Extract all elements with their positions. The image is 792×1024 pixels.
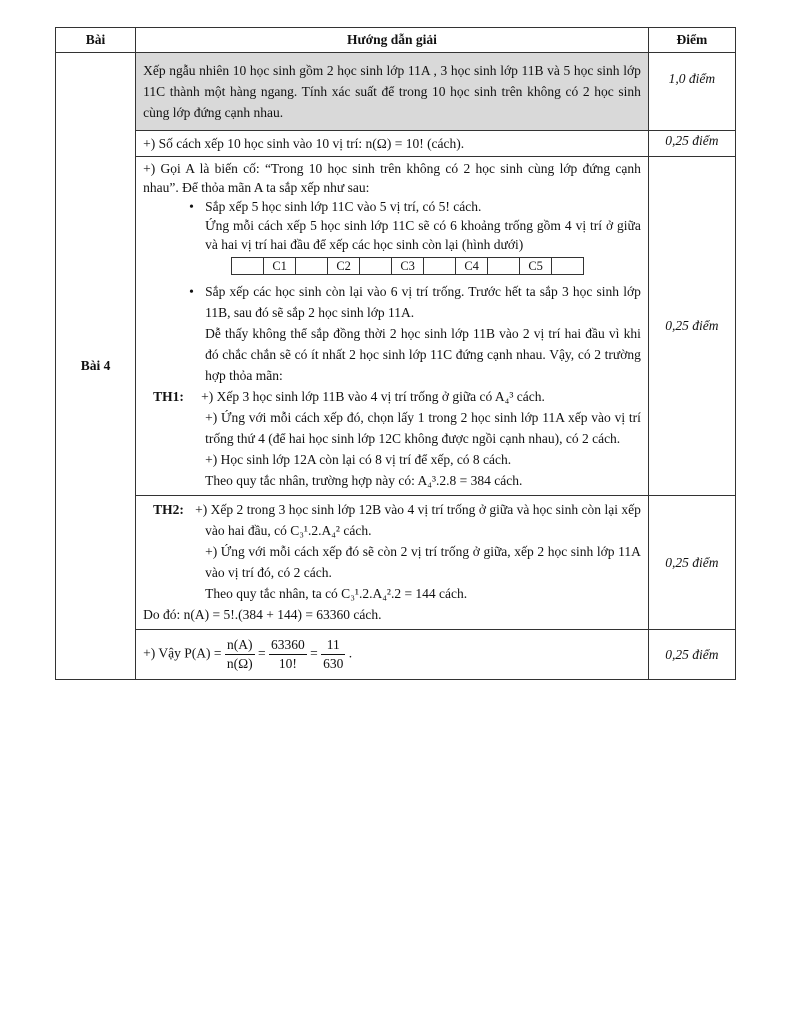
solution-sheet xyxy=(55,27,736,680)
probability-prefix: +) Vậy P(A) = xyxy=(143,645,222,661)
fraction-values xyxy=(269,636,307,673)
event-intro: +) Gọi A là biến cố: “Trong 10 học sinh trên không có 2 học sinh cùng lớp đứng cạnh nhau”. Để thỏa mãn A ta sắp xếp như sau: xyxy=(143,161,641,195)
slot-box xyxy=(296,257,328,275)
slot-box xyxy=(552,257,584,275)
fraction-numerator: 63360 xyxy=(269,636,307,655)
fraction-definition xyxy=(225,636,255,673)
slot-box xyxy=(231,257,264,275)
event-arrangement-score: 0,25 điểm xyxy=(648,157,735,496)
slot-box: C4 xyxy=(456,257,488,275)
slot-box xyxy=(488,257,520,275)
slot-diagram xyxy=(231,257,641,275)
row-probability xyxy=(56,630,736,680)
bullet1-line-a: Sắp xếp 5 học sinh lớp 11C vào 5 vị trí, có 5! cách. xyxy=(205,199,482,214)
problem-row xyxy=(56,53,736,131)
sample-space-score: 0,25 điểm xyxy=(648,131,735,157)
bullet-dot: • xyxy=(189,284,194,299)
th1-line-c: +) Học sinh lớp 12A còn lại có 8 vị trí để xếp, có 8 cách. xyxy=(205,452,512,467)
fraction-denominator: 10! xyxy=(278,656,297,671)
th2-line-b: +) Ứng với mỗi cách xếp đó sẽ còn 2 vị trí trống ở giữa, xếp 2 học sinh lớp 11A vào vị trí đó, có 2 cách. xyxy=(205,544,641,580)
slot-box xyxy=(424,257,456,275)
th1-line-d: Theo quy tắc nhân, trường hợp này có: A₄³.2.8 = 384 cách. xyxy=(205,473,523,488)
fraction-denominator: n(Ω) xyxy=(226,656,253,671)
th1-line-b: +) Ứng với mỗi cách xếp đó, chọn lấy 1 trong 2 học sinh lớp 11A xếp vào vị trí trống thứ 4 (để hai học sinh lớp 12C không được ngồi cạnh nhau), có 2 cách. xyxy=(205,410,641,446)
case-two-score: 0,25 điểm xyxy=(648,496,735,630)
slot-box: C1 xyxy=(264,257,296,275)
fraction-result xyxy=(321,636,345,673)
solution-table xyxy=(55,27,736,680)
slot-box: C5 xyxy=(520,257,552,275)
sample-space-text: +) Số cách xếp 10 học sinh vào 10 vị trí: n(Ω) = 10! (cách). xyxy=(136,131,649,157)
equals-sign: = xyxy=(257,645,266,661)
problem-score: 1,0 điểm xyxy=(648,53,735,131)
row-event-arrangement xyxy=(56,157,736,496)
header-diem: Điểm xyxy=(648,28,735,53)
bullet1-line-b: Ứng mỗi cách xếp 5 học sinh lớp 11C sẽ có 6 khoảng trống gồm 4 vị trí ở giữa và hai vị trí hai đầu để xếp các học sinh còn lại (hình dưới) xyxy=(205,218,641,252)
row-case-two xyxy=(56,496,736,630)
th2-label: TH2: xyxy=(153,502,184,517)
th1-a-text: +) Xếp 3 học sinh lớp 11B vào 4 vị trí trống ở giữa có A₄³ cách. xyxy=(201,389,545,404)
header-row xyxy=(56,28,736,53)
th2-line-a xyxy=(143,499,641,541)
fraction-numerator: 11 xyxy=(321,636,345,655)
probability-score: 0,25 điểm xyxy=(648,630,735,680)
equals-sign: = xyxy=(310,645,318,661)
th1-line-a xyxy=(143,386,641,407)
header-huong-dan: Hướng dẫn giải xyxy=(136,28,649,53)
row-sample-space xyxy=(56,131,736,157)
observation-text: Dễ thấy không thể sắp đồng thời 2 học sinh lớp 11B vào 2 vị trí hai đầu vì khi đó chắc chắn sẽ có ít nhất 2 học sinh lớp 11C đứng cạnh nhau. Vậy, có 2 trường hợp thỏa mãn: xyxy=(205,326,641,383)
th2-a-text: +) Xếp 2 trong 3 học sinh lớp 12B vào 4 vị trí trống ở giữa và học sinh còn lại xếp vào hai đầu, có C₃¹.2.A₄² cách. xyxy=(195,502,641,538)
probability-suffix: . xyxy=(348,645,353,661)
probability-cell xyxy=(136,630,649,680)
slot-box: C3 xyxy=(392,257,424,275)
bai-label: Bài 4 xyxy=(56,53,136,680)
fraction-denominator: 630 xyxy=(323,656,344,671)
slot-box xyxy=(360,257,392,275)
header-bai: Bài xyxy=(56,28,136,53)
bullet-item-2 xyxy=(143,281,641,323)
event-arrangement-cell xyxy=(136,157,649,496)
total-count-line: Do đó: n(A) = 5!.(384 + 144) = 63360 cách. xyxy=(143,607,382,622)
th2-line-c: Theo quy tắc nhân, ta có C₃¹.2.A₄².2 = 144 cách. xyxy=(205,586,468,601)
slot-box: C2 xyxy=(328,257,360,275)
bullet-dot: • xyxy=(189,199,194,214)
case-two-cell xyxy=(136,496,649,630)
bullet-item-1 xyxy=(189,197,641,254)
bullet-list xyxy=(143,197,641,254)
fraction-numerator: n(A) xyxy=(225,636,255,655)
th1-label: TH1: xyxy=(153,389,184,404)
bullet2-text: Sắp xếp các học sinh còn lại vào 6 vị trí trống. Trước hết ta sắp 3 học sinh lớp 11B, sau đó sẽ sắp 2 học sinh lớp 11A. xyxy=(205,284,641,320)
problem-statement: Xếp ngẫu nhiên 10 học sinh gồm 2 học sinh lớp 11A , 3 học sinh lớp 11B và 5 học sinh lớp 11C thành một hàng ngang. Tính xác suất để trong 10 học sinh trên không có 2 học sinh cùng lớp đứng cạnh nhau. xyxy=(136,53,649,131)
